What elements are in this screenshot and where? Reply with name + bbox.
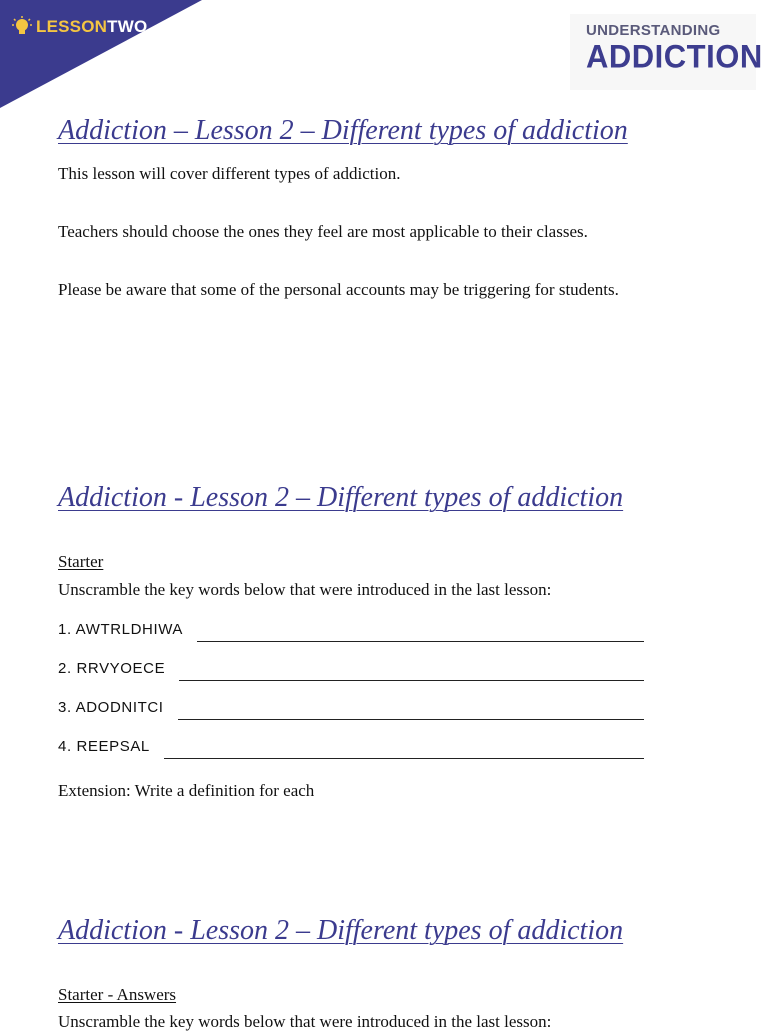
- lesson-brand-light: LESSON: [36, 17, 108, 36]
- scramble-word-4: 4. REEPSAL: [58, 738, 150, 755]
- slide1-line-1: This lesson will cover different types of addiction.: [58, 164, 401, 183]
- scramble-item-2: [58, 657, 644, 681]
- lesson-brand: [12, 16, 147, 38]
- scramble-word-2: 2. RRVYOECE: [58, 660, 166, 677]
- slide2-extension: Extension: Write a definition for each: [58, 781, 315, 800]
- answer-line-2[interactable]: [179, 662, 644, 681]
- slide3-instruction: Unscramble the key words below that were introduced in the last lesson:: [58, 1012, 552, 1031]
- understanding-addiction-logo: [570, 14, 763, 90]
- slide1-line-2: Teachers should choose the ones they feel are most applicable to their classes.: [58, 222, 588, 241]
- slide2-title: Addiction - Lesson 2 – Different types of addiction: [58, 482, 624, 513]
- logo-top-text: UNDERSTANDING: [586, 22, 721, 39]
- slide1-title: Addiction – Lesson 2 – Different types of addiction: [58, 115, 628, 146]
- answer-line-4[interactable]: [164, 740, 644, 759]
- answer-line-1[interactable]: [197, 623, 644, 642]
- scramble-item-4: [58, 735, 644, 759]
- slide2-heading: Starter: [58, 552, 104, 571]
- slide1-line-3: Please be aware that some of the personal accounts may be triggering for students.: [58, 280, 619, 299]
- lesson-brand-text: [36, 17, 147, 37]
- header-banner: [0, 0, 210, 110]
- lesson-brand-bold: TWO: [107, 17, 148, 36]
- answer-line-3[interactable]: [178, 701, 644, 720]
- slide3-title: Addiction - Lesson 2 – Different types of addiction: [58, 915, 624, 946]
- lightbulb-icon: [12, 16, 32, 38]
- scramble-word-3: 3. ADODNITCI: [58, 699, 164, 716]
- logo-main-text: ADDICTION: [586, 38, 763, 75]
- slide2-instruction: Unscramble the key words below that were introduced in the last lesson:: [58, 580, 552, 599]
- scramble-item-3: [58, 696, 644, 720]
- scramble-item-1: [58, 618, 644, 642]
- slide3-heading: Starter - Answers: [58, 985, 177, 1004]
- scramble-word-1: 1. AWTRLDHIWA: [58, 621, 184, 638]
